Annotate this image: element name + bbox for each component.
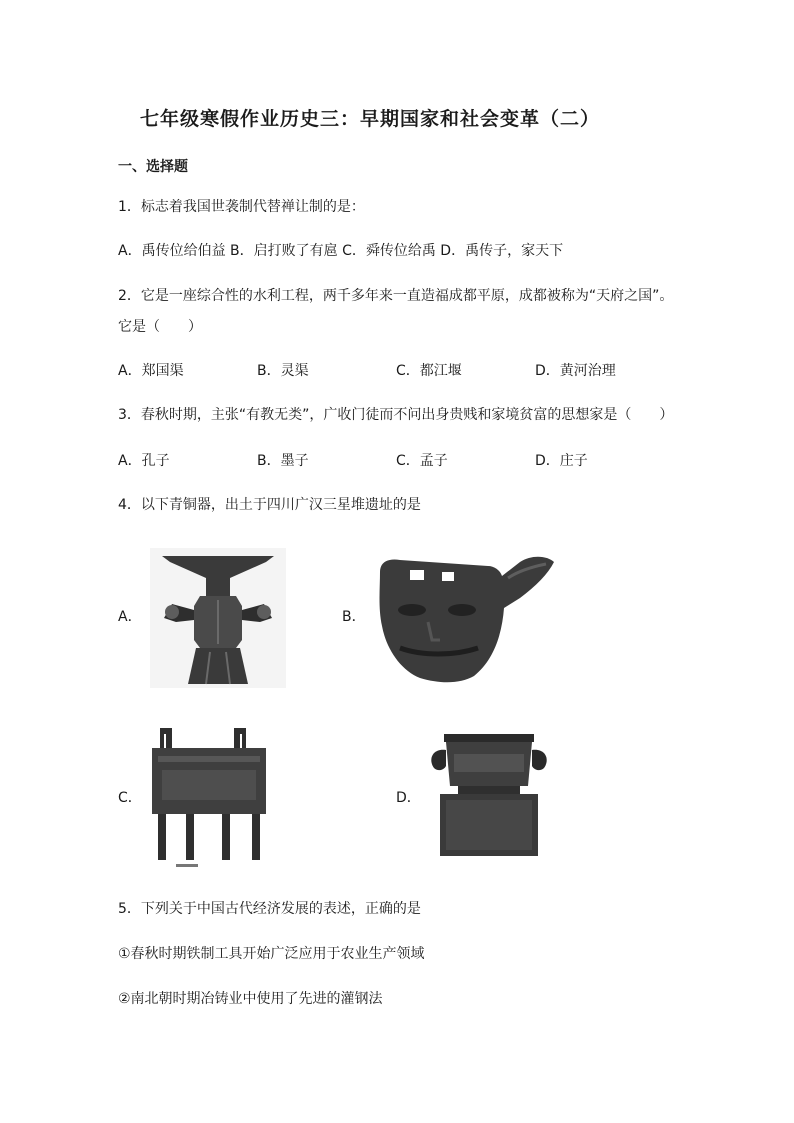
question-2-option-a: A．郑国渠 [118, 363, 184, 379]
figure-c-label: C． [118, 790, 142, 806]
figure-b-label: B． [342, 609, 366, 625]
question-2-option-c: C．都江堰 [396, 363, 462, 379]
zun-wine-vessel-icon [150, 548, 286, 688]
question-1-stem: 1．标志着我国世袭制代替禅让制的是： [118, 199, 365, 215]
bronze-mask-icon [370, 552, 556, 686]
question-3-stem: 3．春秋时期，主张“有教无类”，广收门徒而不问出身贵贱和家境贫富的思想家是（ ） [118, 407, 674, 423]
page-title: 七年级寒假作业历史三：早期国家和社会变革（二） [140, 108, 601, 130]
question-4-stem: 4．以下青铜器，出土于四川广汉三星堆遗址的是 [118, 497, 421, 513]
question-5-item-2: ②南北朝时期冶铸业中使用了先进的灌钢法 [118, 991, 383, 1007]
question-2-stem: 2．它是一座综合性的水利工程，两千多年来一直造福成都平原，成都被称为“天府之国”。 [118, 288, 674, 304]
section-heading: 一、选择题 [118, 159, 188, 175]
question-5-item-1: ①春秋时期铁制工具开始广泛应用于农业生产领域 [118, 946, 425, 962]
question-3-option-c: C．孟子 [396, 453, 448, 469]
question-3-option-a: A．孔子 [118, 453, 170, 469]
question-3-option-d: D．庄子 [535, 453, 588, 469]
question-2-option-d: D．黄河治理 [535, 363, 616, 379]
figure-a-label: A． [118, 609, 142, 625]
ding-tripod-icon [148, 726, 272, 872]
question-2-stem-continued: 它是（ ） [118, 319, 202, 335]
question-2-option-b: B．灵渠 [257, 363, 309, 379]
question-1-options: A．禹传位给伯益 B．启打败了有扈 C．舜传位给禹 D．禹传子，家天下 [118, 243, 564, 259]
question-5-stem: 5．下列关于中国古代经济发展的表述，正确的是 [118, 901, 421, 917]
gui-vessel-icon [424, 730, 558, 860]
question-3-option-b: B．墨子 [257, 453, 309, 469]
figure-d-label: D． [396, 790, 421, 806]
